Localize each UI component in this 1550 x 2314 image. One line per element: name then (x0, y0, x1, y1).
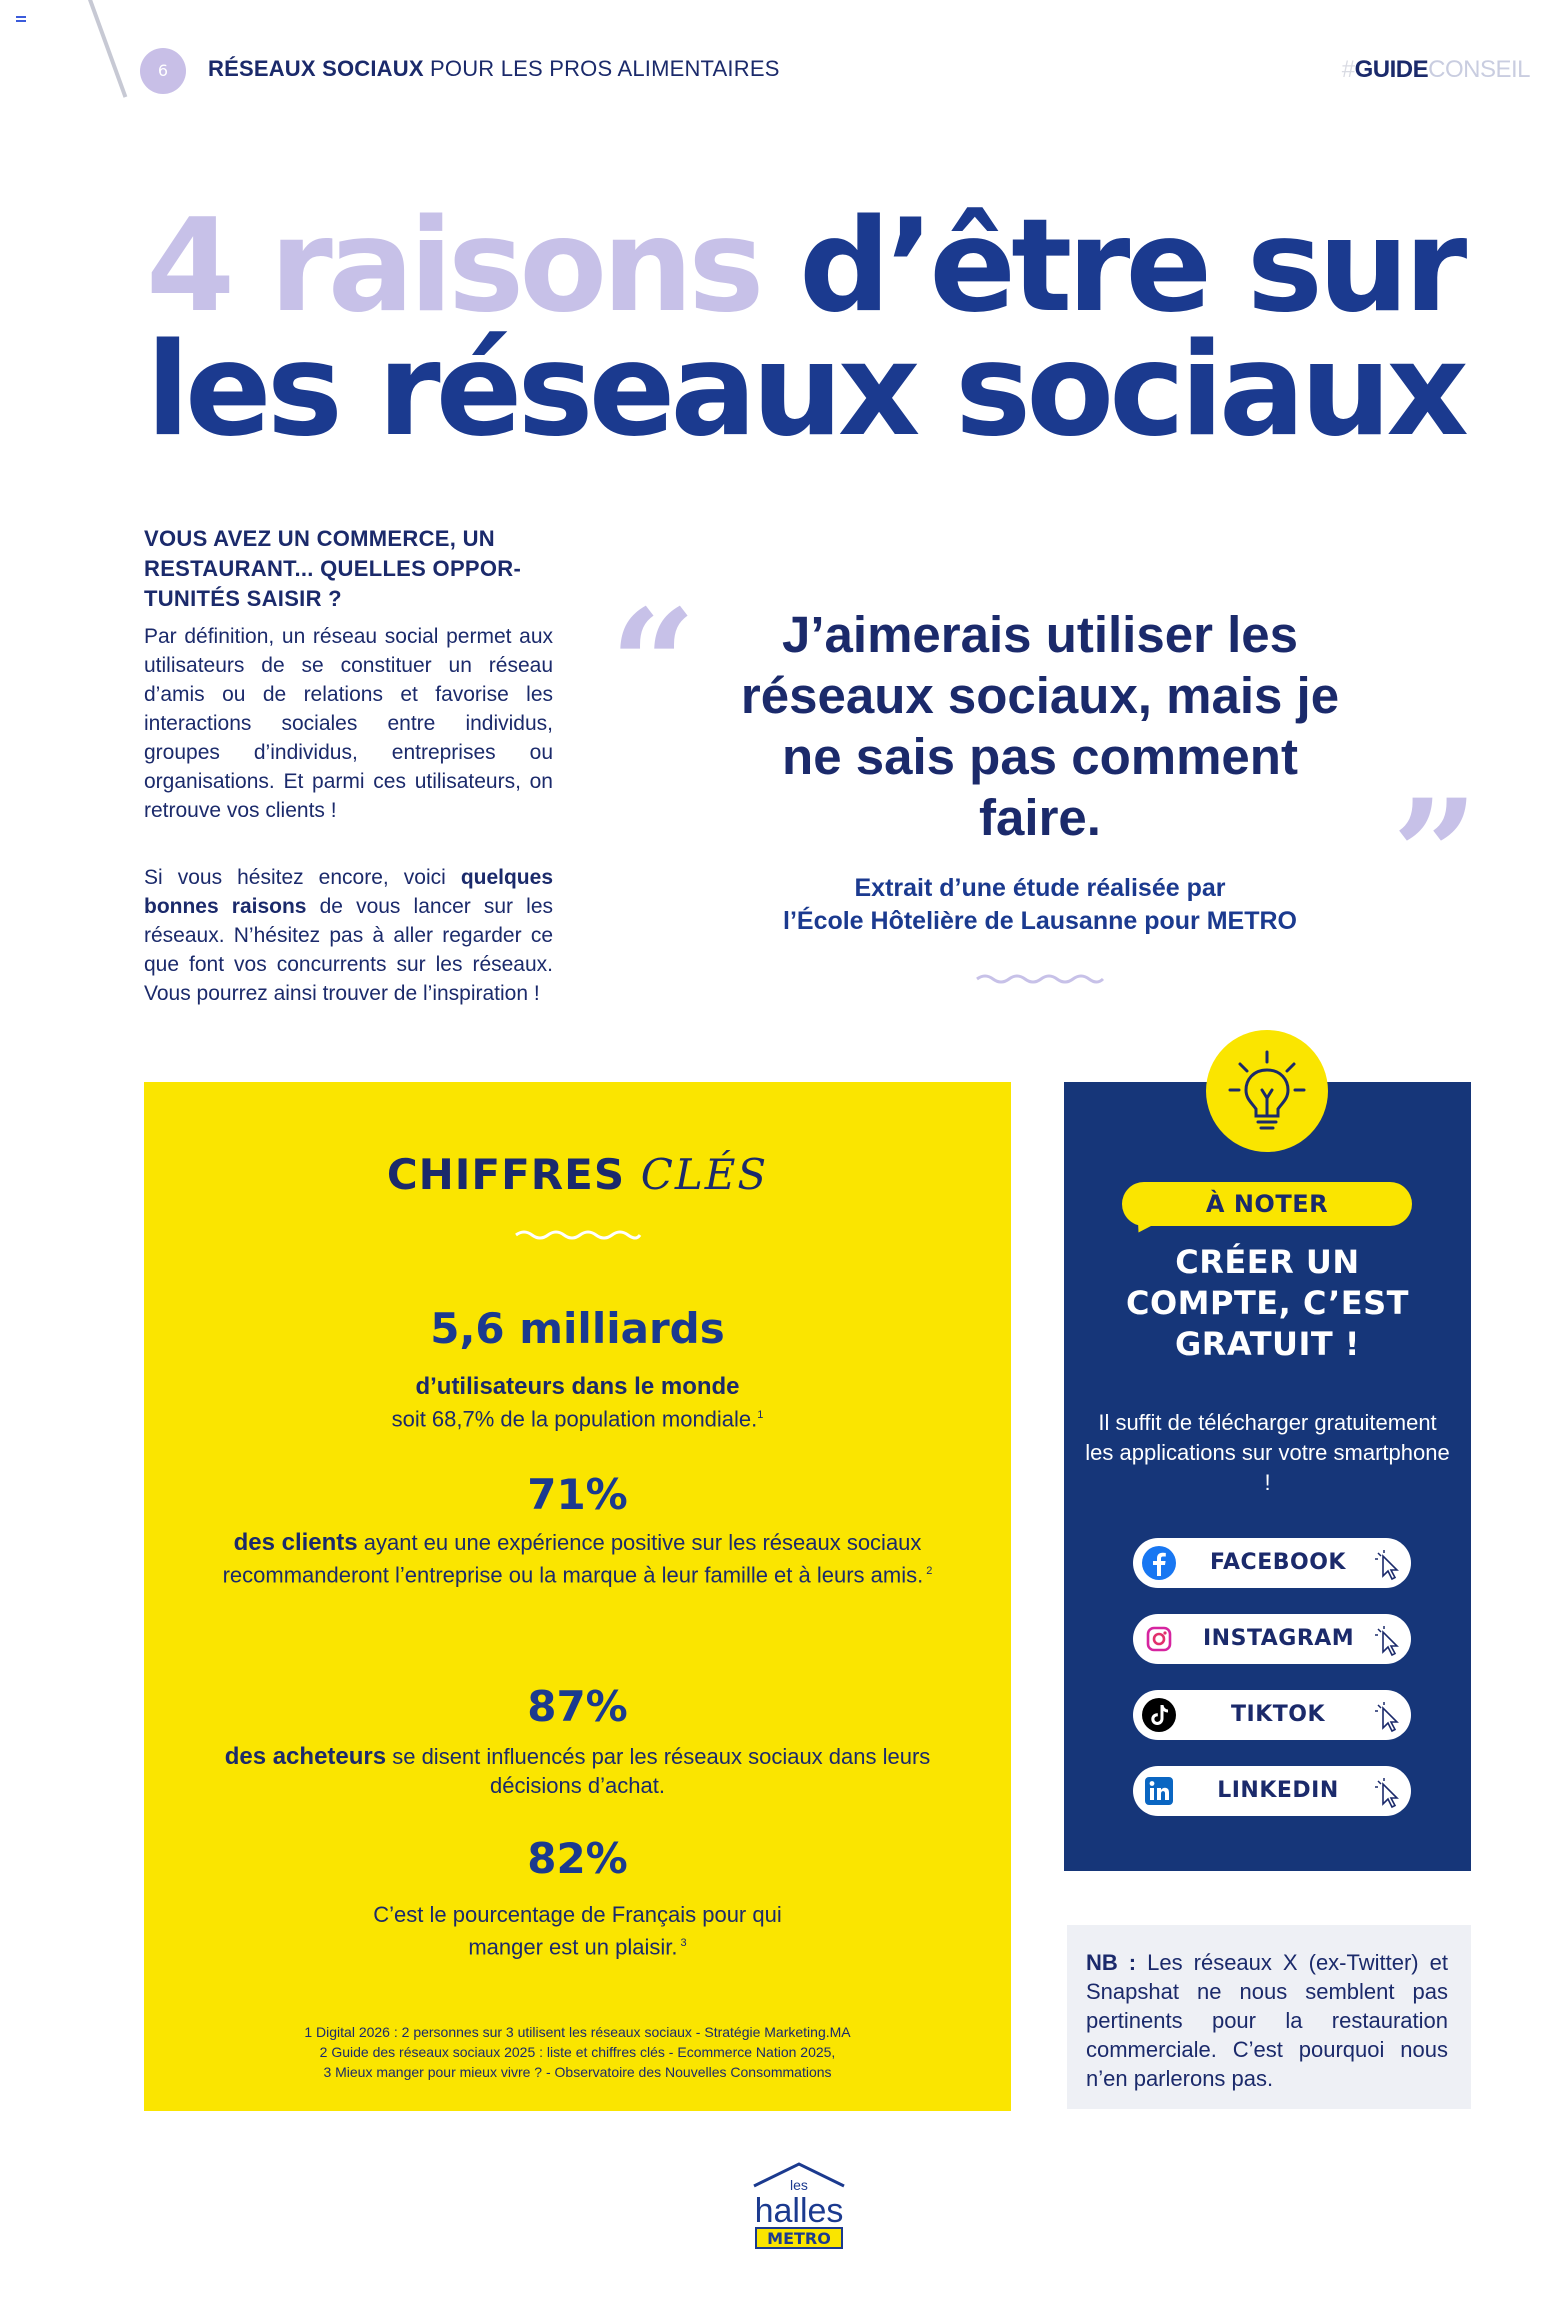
tiktok-label: TIKTOK (1231, 1702, 1325, 1727)
stat-4-note: 3 (677, 1937, 687, 1949)
quote-close-mark: ” (1392, 767, 1479, 943)
stat-2-text (204, 1528, 951, 1589)
stat-1-note: 1 (757, 1409, 764, 1421)
stat-2-bold: des clients (233, 1529, 358, 1556)
stat-2-note: 2 (923, 1565, 933, 1577)
guide-conseil-label (1342, 56, 1530, 84)
nb-text (1086, 1948, 1448, 2093)
wave-divider (975, 972, 1105, 986)
linkedin-button[interactable] (1133, 1766, 1411, 1816)
stat-1-number: 5,6 milliards (430, 1304, 725, 1353)
stat-3-text (204, 1742, 951, 1800)
header-divider (88, 0, 127, 98)
quote-source-line1: Extrait d’une étude réalisée par (854, 874, 1226, 902)
linkedin-label: LINKEDIN (1217, 1778, 1339, 1803)
tiktok-button[interactable] (1133, 1690, 1411, 1740)
intro-p2-bold: quelques bonnes raisons (144, 866, 553, 918)
title-part2: d’être sur (759, 192, 1463, 341)
a-noter-text: Il suffit de télécharger gratuitement les applications sur votre smartphone ! (1085, 1410, 1450, 1495)
lightbulb-badge (1206, 1030, 1328, 1152)
facebook-button[interactable] (1133, 1538, 1411, 1588)
intro-paragraph-1: Par définition, un réseau social permet aux utilisateurs de se constituer un réseau d’amis ou de relations et favorise les interactions sociales entre individus, groupes d’individus, entreprises ou organisations. Et parmi ces utilisateurs, on retrouve vos clients ! (144, 625, 553, 822)
facebook-label: FACEBOOK (1210, 1550, 1346, 1575)
cursor-icon (1375, 1550, 1401, 1582)
logo-metro: METRO (767, 2229, 831, 2248)
guide-hash: # (1341, 56, 1355, 83)
section-title-bold: RÉSEAUX SOCIAUX (208, 56, 424, 81)
cc-title-bold: CHIFFRES (386, 1150, 641, 1199)
intro-paragraph-2 (144, 863, 553, 1008)
stat-1-text (204, 1372, 951, 1433)
a-noter-heading: CRÉER UN COMPTE, C’EST GRATUIT ! (1125, 1243, 1409, 1363)
facebook-icon (1139, 1543, 1179, 1583)
stat-3-number: 87% (527, 1682, 628, 1731)
cursor-icon (1375, 1702, 1401, 1734)
intro-p2-before: Si vous hésitez encore, voici (144, 866, 461, 889)
title-line2: les réseaux sociaux (146, 316, 1464, 465)
intro-p2-after: de vous lancer sur les réseaux. N’hésitez pas à aller regarder ce que font vos concurrents sur les réseaux. Vous pourrez ainsi trouver de l’inspiration ! (144, 895, 553, 1005)
instagram-button[interactable] (1133, 1614, 1411, 1664)
instagram-label: INSTAGRAM (1203, 1626, 1355, 1651)
chiffres-cles-title (144, 1150, 1011, 1199)
quote-open-mark: “ (610, 577, 697, 753)
stat-4-detail: C’est le pourcentage de Français pour qui manger est un plaisir. (373, 1902, 782, 1960)
chiffres-cles-panel (144, 1082, 1011, 2111)
footnote-2: 2 Guide des réseaux sociaux 2025 : liste et chiffres clés - Ecommerce Nation 2025, (319, 2044, 836, 2060)
cursor-icon (1375, 1778, 1401, 1810)
nb-body: Les réseaux X (ex-Twitter) et Snapshat ne nous semblent pas pertinents pour la restauration commerciale. C’est pourquoi nous n’en parlerons pas. (1086, 1950, 1448, 2091)
page-title (146, 192, 1464, 465)
menu-icon (16, 16, 26, 24)
cc-title-italic: CLÉS (640, 1150, 769, 1199)
stat-3-bold: des acheteurs (224, 1743, 387, 1770)
lightbulb-icon (1206, 1030, 1328, 1152)
footnote-1: 1 Digital 2026 : 2 personnes sur 3 utilisent les réseaux sociaux - Stratégie Marketing.MA (304, 2024, 851, 2040)
title-part1: 4 raisons (146, 192, 760, 341)
logo-les: les (790, 2177, 808, 2193)
instagram-icon (1139, 1619, 1179, 1659)
linkedin-icon (1139, 1771, 1179, 1811)
stat-4-number: 82% (527, 1834, 628, 1883)
stat-4-text (204, 1900, 951, 1961)
tiktok-icon (1139, 1695, 1179, 1735)
guide-bold: GUIDE (1354, 56, 1429, 83)
stat-2-number: 71% (527, 1470, 628, 1519)
section-title (208, 56, 780, 82)
footnotes (204, 2022, 951, 2082)
intro-heading: VOUS AVEZ UN COMMERCE, UN RESTAURANT... QUELLES OPPOR-TUNITÉS SAISIR ? (144, 526, 522, 611)
section-title-rest: POUR LES PROS ALIMENTAIRES (423, 56, 780, 81)
wave-divider (514, 1228, 642, 1242)
guide-light: CONSEIL (1428, 56, 1530, 83)
cursor-icon (1375, 1626, 1401, 1658)
logo-halles: halles (754, 2192, 844, 2230)
page-number: 6 (140, 48, 186, 94)
les-halles-metro-logo (744, 2160, 854, 2250)
stat-1-bold: d’utilisateurs dans le monde (415, 1373, 740, 1400)
quote-source (720, 872, 1360, 938)
quote-text: J’aimerais utiliser les réseaux sociaux, mais je ne sais pas comment faire. (740, 606, 1340, 846)
a-noter-pill: À NOTER (1122, 1182, 1412, 1226)
quote-source-line2: l’École Hôtelière de Lausanne pour METRO (783, 907, 1297, 935)
stat-3-detail: se disent influencés par les réseaux sociaux dans leurs décisions d’achat. (386, 1744, 931, 1798)
stat-2-detail: ayant eu une expérience positive sur les réseaux sociaux recommanderont l’entreprise ou la marque à leur famille et à leurs amis. (222, 1530, 924, 1588)
footnote-3: 3 Mieux manger pour mieux vivre ? - Observatoire des Nouvelles Consommations (323, 2064, 832, 2080)
nb-label: NB : (1086, 1950, 1137, 1975)
stat-1-detail: soit 68,7% de la population mondiale. (391, 1406, 758, 1432)
